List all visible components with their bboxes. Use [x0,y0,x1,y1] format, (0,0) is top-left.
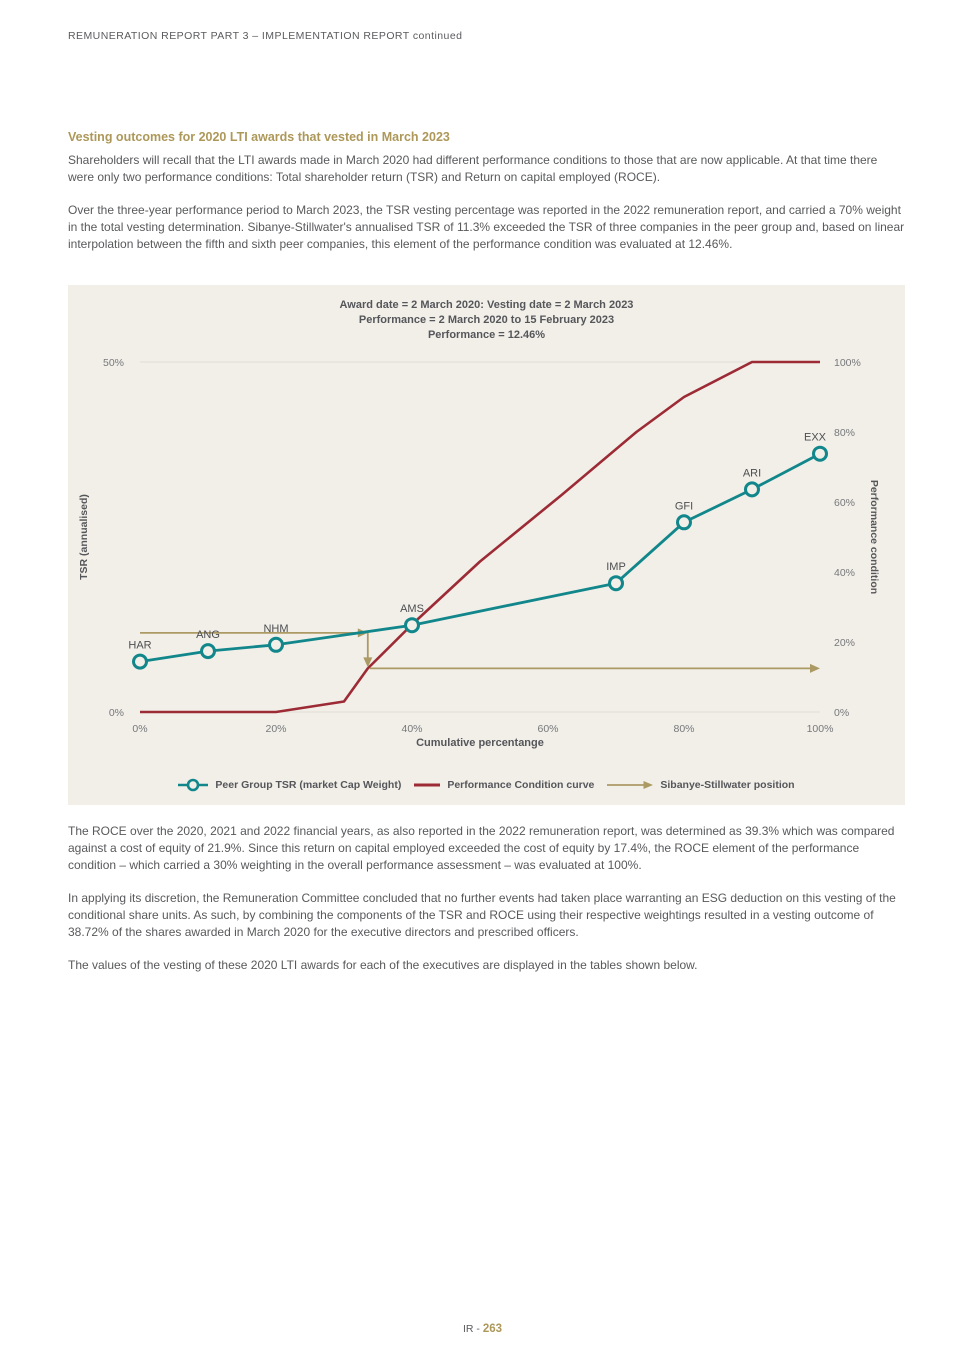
section-heading: Vesting outcomes for 2020 LTI awards that vested in March 2023 [68,130,450,144]
paragraph-tables-note: The values of the vesting of these 2020 LTI awards for each of the executives are displayed in the tables shown below. [68,958,698,972]
peer-tsr-point-GFI [678,516,691,529]
legend-label-performance-condition: Performance Condition curve [447,779,595,791]
right-axis-tick: 100% [834,357,861,369]
paragraph-tsr-outcome: Over the three-year performance period to March 2023, the TSR vesting percentage was reported in the 2022 remuneration report, and carried a 70% weight in the total vesting determination. Sibanye-Stillwater's annualised TSR of 11.3% exceeded the TSR of three companies in the peer group and, based on linear interpolation between the fifth and sixth peer companies, this element of the performance condition was evaluated at 12.46%. [68,203,905,251]
x-axis-tick: 60% [537,723,559,735]
performance-condition-legend-icon [414,778,440,792]
right-axis-tick: 20% [834,637,856,649]
peer-tsr-legend-icon [178,778,208,792]
chart-title-line1: Award date = 2 March 2020: Vesting date = 2 March 2023 [339,299,634,311]
peer-tsr-point-IMP [610,577,623,590]
legend-label-peer-tsr: Peer Group TSR (market Cap Weight) [215,779,402,791]
legend-item-sibanye-position [607,778,794,792]
x-axis-tick: 100% [806,723,834,735]
chart-plot-area [68,285,905,805]
chart-title-line2: Performance = 2 March 2020 to 15 February 2023 [358,314,615,326]
left-axis-title: TSR (annualised) [78,494,90,580]
peer-tsr-line [140,454,820,662]
peer-point-label-ANG: ANG [196,629,220,642]
x-axis-tick: 40% [401,723,423,735]
peer-tsr-point-HAR [134,655,147,668]
peer-point-label-NHM: NHM [263,622,289,635]
peer-tsr-point-NHM [270,638,283,651]
x-axis-tick: 80% [673,723,695,735]
footer-page-number: 263 [482,1323,503,1335]
legend-label-sibanye-position: Sibanye-Stillwater position [660,779,795,791]
x-axis-tick: 20% [265,723,287,735]
right-axis-tick: 80% [834,427,856,439]
peer-point-label-AMS: AMS [400,603,424,616]
peer-tsr-point-ANG [202,645,215,658]
paragraph-intro: Shareholders will recall that the LTI awards made in March 2020 had different performance conditions to those that are now applicable. At that time there were only two performance conditions: Total shareholder return (TSR) and Return on capital employed (ROCE). [68,153,878,184]
sibanye-arrow-right-2 [810,664,820,673]
peer-point-label-HAR: HAR [128,639,152,652]
paragraph-discretion: In applying its discretion, the Remuneration Committee concluded that no further events had taken place warranting an ESG deduction on this vesting of the conditional share units. As such, by combining the components of the TSR and ROCE using their respective weightings resulted in a vesting outcome of 38.72% of the shares awarded in March 2020 for the executive directors and prescribed officers. [68,891,896,939]
legend-item-performance-condition [414,778,594,792]
peer-point-label-EXX: EXX [803,431,827,444]
peer-point-label-ARI: ARI [742,467,762,480]
paragraph-roce: The ROCE over the 2020, 2021 and 2022 financial years, as also reported in the 2022 remuneration report, was determined as 39.3% which was compared against a cost of equity of 21.9%. Since this return on capital employed exceeded the cost of equity by 17.4%, the ROCE element of the performance condition – which carried a 30% weighting in the overall performance assessment – was evaluated at 100%. [68,824,895,872]
right-axis-tick: 40% [834,567,856,579]
footer-prefix: IR - [462,1323,483,1335]
chart-title [68,298,905,343]
page-footer [0,1323,965,1335]
sibanye-position-arrow-icon [607,778,653,792]
left-axis-tick: 50% [102,357,124,369]
peer-tsr-point-EXX [814,447,827,460]
peer-tsr-point-AMS [406,619,419,632]
peer-point-label-GFI: GFI [674,500,694,513]
x-axis-tick: 0% [132,723,148,735]
right-axis-tick: 60% [834,497,856,509]
page-header: REMUNERATION REPORT PART 3 – IMPLEMENTATION REPORT continued [68,30,463,42]
right-axis-title: Performance condition [868,479,880,595]
chart-legend [68,778,905,792]
right-axis-tick: 0% [834,707,850,719]
x-axis-title: Cumulative percentange [416,737,544,749]
peer-point-label-IMP: IMP [606,561,626,574]
tsr-vesting-chart [68,285,905,805]
legend-item-peer-tsr [178,778,401,792]
performance-condition-curve [140,362,820,712]
peer-tsr-point-ARI [746,483,759,496]
left-axis-tick: 0% [108,707,124,719]
chart-title-line3: Performance = 12.46% [427,329,546,341]
